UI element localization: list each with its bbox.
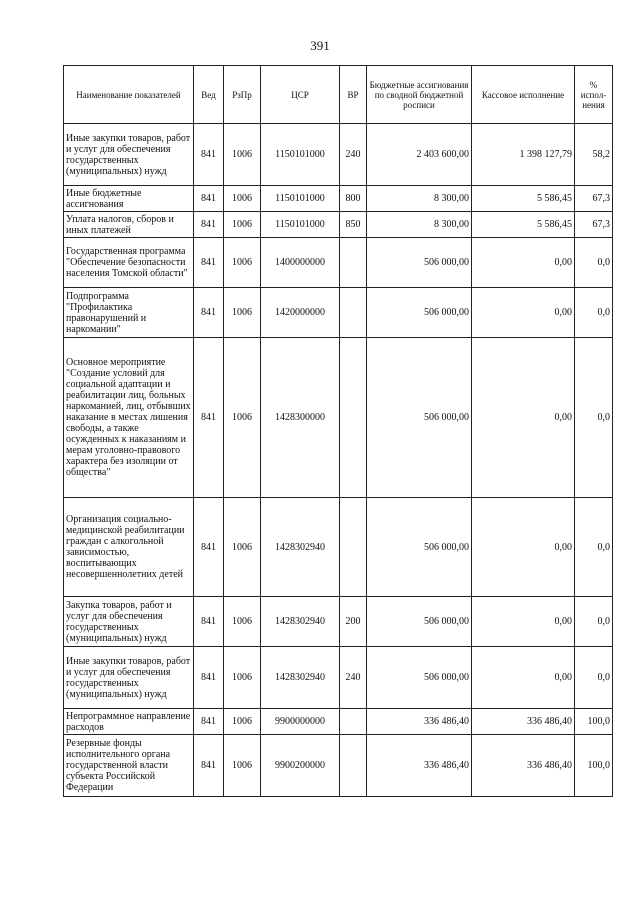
- row-csr: 1428302940: [261, 647, 340, 709]
- col-header-cash: Кассовое исполнение: [472, 66, 575, 124]
- row-vr: [340, 709, 367, 735]
- row-vr: [340, 338, 367, 498]
- row-vr: [340, 288, 367, 338]
- row-vr: [340, 238, 367, 288]
- row-budget: 506 000,00: [367, 238, 472, 288]
- row-cash: 0,00: [472, 597, 575, 647]
- row-cash: 336 486,40: [472, 709, 575, 735]
- row-name: Иные бюджетные ассигнования: [64, 186, 194, 212]
- row-cash: 5 586,45: [472, 186, 575, 212]
- row-pct: 67,3: [575, 186, 613, 212]
- row-name: Подпрограмма "Профилактика правонарушений и наркомании": [64, 288, 194, 338]
- row-rzpr: 1006: [224, 597, 261, 647]
- row-budget: 8 300,00: [367, 186, 472, 212]
- row-budget: 2 403 600,00: [367, 124, 472, 186]
- row-vr: 850: [340, 212, 367, 238]
- row-budget: 506 000,00: [367, 597, 472, 647]
- row-budget: 336 486,40: [367, 735, 472, 797]
- header-row: [64, 66, 613, 124]
- row-cash: 0,00: [472, 238, 575, 288]
- row-pct: 0,0: [575, 597, 613, 647]
- row-vr: 800: [340, 186, 367, 212]
- row-rzpr: 1006: [224, 186, 261, 212]
- row-csr: 1420000000: [261, 288, 340, 338]
- row-csr: 1428302940: [261, 597, 340, 647]
- row-name: Непрограммное направление расходов: [64, 709, 194, 735]
- row-vr: 240: [340, 647, 367, 709]
- row-budget: 506 000,00: [367, 338, 472, 498]
- row-rzpr: 1006: [224, 124, 261, 186]
- row-csr: 1400000000: [261, 238, 340, 288]
- row-cash: 5 586,45: [472, 212, 575, 238]
- col-header-pct: % испол-нения: [575, 66, 613, 124]
- row-csr: 9900000000: [261, 709, 340, 735]
- row-rzpr: 1006: [224, 338, 261, 498]
- row-ved: 841: [194, 238, 224, 288]
- table-row: [64, 735, 613, 797]
- row-vr: [340, 735, 367, 797]
- table-row: [64, 647, 613, 709]
- row-budget: 8 300,00: [367, 212, 472, 238]
- row-pct: 100,0: [575, 709, 613, 735]
- table-row: [64, 288, 613, 338]
- row-cash: 336 486,40: [472, 735, 575, 797]
- row-budget: 336 486,40: [367, 709, 472, 735]
- row-ved: 841: [194, 498, 224, 597]
- page-number: 391: [310, 38, 330, 53]
- row-pct: 0,0: [575, 647, 613, 709]
- row-rzpr: 1006: [224, 288, 261, 338]
- row-pct: 67,3: [575, 212, 613, 238]
- row-cash: 0,00: [472, 647, 575, 709]
- row-pct: 58,2: [575, 124, 613, 186]
- row-budget: 506 000,00: [367, 647, 472, 709]
- row-rzpr: 1006: [224, 735, 261, 797]
- row-csr: 1428300000: [261, 338, 340, 498]
- col-header-vr: ВР: [340, 66, 367, 124]
- table-header: [64, 66, 613, 124]
- row-vr: 240: [340, 124, 367, 186]
- budget-execution-table: [63, 65, 613, 797]
- col-header-csr: ЦСР: [261, 66, 340, 124]
- col-header-rzpr: РзПр: [224, 66, 261, 124]
- row-rzpr: 1006: [224, 212, 261, 238]
- row-ved: 841: [194, 288, 224, 338]
- row-rzpr: 1006: [224, 238, 261, 288]
- row-cash: 0,00: [472, 288, 575, 338]
- row-name: Организация социально-медицинской реабилитации граждан с алкогольной зависимостью, воспитывающих несовершеннолетних детей: [64, 498, 194, 597]
- row-csr: 1150101000: [261, 212, 340, 238]
- row-ved: 841: [194, 597, 224, 647]
- row-ved: 841: [194, 735, 224, 797]
- row-pct: 0,0: [575, 238, 613, 288]
- row-ved: 841: [194, 647, 224, 709]
- row-cash: 1 398 127,79: [472, 124, 575, 186]
- row-rzpr: 1006: [224, 498, 261, 597]
- row-ved: 841: [194, 124, 224, 186]
- table-row: [64, 338, 613, 498]
- col-header-name: Наименование показателей: [64, 66, 194, 124]
- row-rzpr: 1006: [224, 647, 261, 709]
- row-name: Основное мероприятие "Создание условий для социальной адаптации и реабилитации лиц, больных наркоманией, лиц, отбывших наказание в местах лишения свободы, а также осужденных к наказаниям и мерам уголовно-правового характера без изоляции от общества": [64, 338, 194, 498]
- col-header-budget: Бюджетные ассигнования по сводной бюджетной росписи: [367, 66, 472, 124]
- table-row: [64, 212, 613, 238]
- row-name: Государственная программа "Обеспечение безопасности населения Томской области": [64, 238, 194, 288]
- row-pct: 100,0: [575, 735, 613, 797]
- row-name: Закупка товаров, работ и услуг для обеспечения государственных (муниципальных) нужд: [64, 597, 194, 647]
- row-ved: 841: [194, 709, 224, 735]
- row-budget: 506 000,00: [367, 498, 472, 597]
- row-pct: 0,0: [575, 498, 613, 597]
- row-ved: 841: [194, 212, 224, 238]
- col-header-ved: Вед: [194, 66, 224, 124]
- row-vr: [340, 498, 367, 597]
- row-ved: 841: [194, 338, 224, 498]
- row-cash: 0,00: [472, 498, 575, 597]
- row-csr: 1150101000: [261, 186, 340, 212]
- row-csr: 1150101000: [261, 124, 340, 186]
- row-csr: 1428302940: [261, 498, 340, 597]
- row-csr: 9900200000: [261, 735, 340, 797]
- table-row: [64, 186, 613, 212]
- row-name: Уплата налогов, сборов и иных платежей: [64, 212, 194, 238]
- row-name: Иные закупки товаров, работ и услуг для обеспечения государственных (муниципальных) нужд: [64, 124, 194, 186]
- row-pct: 0,0: [575, 338, 613, 498]
- row-name: Резервные фонды исполнительного органа государственной власти субъекта Российской Федерации: [64, 735, 194, 797]
- row-cash: 0,00: [472, 338, 575, 498]
- table-row: [64, 498, 613, 597]
- table-row: [64, 238, 613, 288]
- row-pct: 0,0: [575, 288, 613, 338]
- table-row: [64, 597, 613, 647]
- table-row: [64, 124, 613, 186]
- row-vr: 200: [340, 597, 367, 647]
- table-body: [64, 124, 613, 797]
- table-row: [64, 709, 613, 735]
- row-rzpr: 1006: [224, 709, 261, 735]
- row-name: Иные закупки товаров, работ и услуг для обеспечения государственных (муниципальных) нужд: [64, 647, 194, 709]
- row-ved: 841: [194, 186, 224, 212]
- row-budget: 506 000,00: [367, 288, 472, 338]
